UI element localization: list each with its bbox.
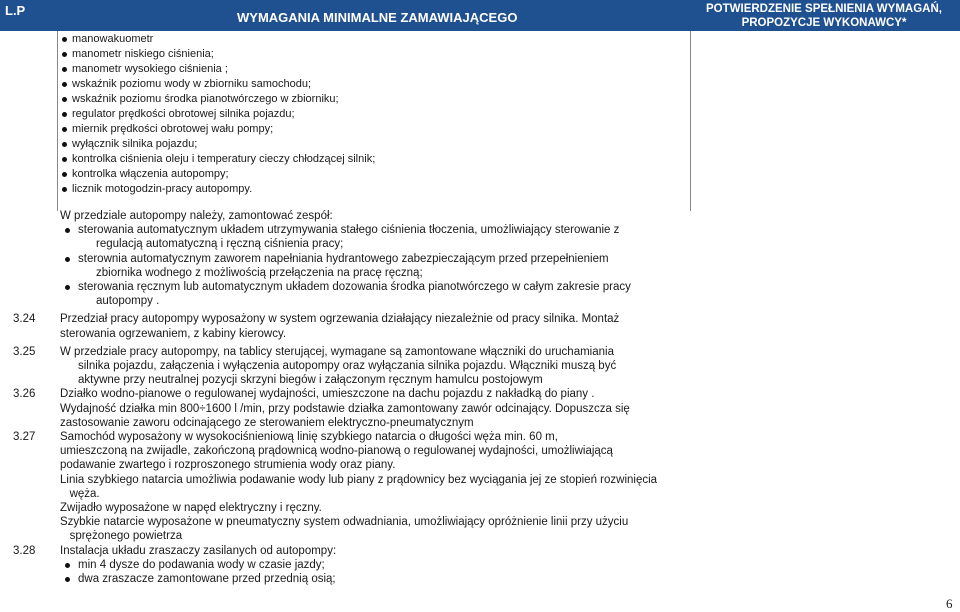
list-item: licznik motogodzin-pracy autopompy. <box>62 182 375 197</box>
item-3-28 <box>13 544 673 587</box>
item-line: aktywne przy neutralnej pozycji skrzyni biegów i załączonym ręcznym hamulcu postojowym <box>78 374 543 387</box>
item-number: 3.27 <box>13 431 36 444</box>
list-item <box>60 280 673 308</box>
list-item: manometr niskiego ciśnienia; <box>62 47 375 62</box>
list-item-line: sterowania ręcznym lub automatycznym układem dozowania środka pianotwórczego w całym zakresie pracy <box>78 281 631 294</box>
item-line: Wydajność działka min 800÷1600 l /min, przy podstawie działka zamontowany zawór odcinający. Dopuszcza się <box>60 402 630 415</box>
item-number: 3.24 <box>13 313 36 326</box>
item-3-24 <box>13 312 673 340</box>
item-line: Instalacja układu zraszaczy zasilanych od autopompy: <box>60 544 337 557</box>
item-number: 3.25 <box>13 345 36 358</box>
item-3-25 <box>13 345 673 388</box>
list-item-line: sterowania automatycznym układem utrzymywania stałego ciśnienia tłoczenia, umożliwiający sterowanie z <box>78 224 620 237</box>
item-line: umieszczoną na zwijadle, zakończoną prądownicą wodno-pianową o regulowanej wydajności, umożliwiającą <box>60 445 613 458</box>
block-intro: W przedziale autopompy należy, zamontować zespół: <box>60 210 333 222</box>
list-item: miernik prędkości obrotowej wału pompy; <box>62 122 375 137</box>
list-item-line: autopompy . <box>96 295 160 308</box>
list-item: manowakuometr <box>62 32 375 47</box>
list-item: wskaźnik poziomu środka pianotwórczego w zbiorniku; <box>62 92 375 107</box>
autopump-block <box>13 209 673 308</box>
list-item-line: zbiornika wodnego z możliwością przełączenia na pracę ręczną; <box>96 266 423 279</box>
column-divider-left <box>57 31 58 211</box>
requirements-body <box>13 209 673 586</box>
item-line: Przedział pracy autopompy wyposażony w system ogrzewania działający niezależnie od pracy silnika. Montaż <box>60 313 620 326</box>
item-line: Szybkie natarcie wyposażone w pneumatyczny system odwadniania, umożliwiający opróżnienie linii przy użyciu <box>60 516 629 529</box>
item-line: Działko wodno-pianowe o regulowanej wydajności, umieszczone na dachu pojazdu z nakładką do piany . <box>60 388 595 401</box>
list-item: dwa zraszacze zamontowane przed przednią osią; <box>60 572 673 586</box>
list-item-line: sterownia automatycznym zaworem napełniania hydrantowego zabezpieczającym przed przepełnieniem <box>78 252 609 265</box>
page-number: 6 <box>946 596 953 611</box>
instrument-list <box>62 32 375 197</box>
list-item: min 4 dysze do podawania wody w czasie jazdy; <box>60 558 673 572</box>
list-item: regulator prędkości obrotowej silnika pojazdu; <box>62 107 375 122</box>
item-line: zastosowanie zaworu odcinającego ze sterowaniem elektryczno-pneumatycznym <box>60 416 474 429</box>
item-number: 3.28 <box>13 544 36 557</box>
item-line: węża. <box>60 487 100 500</box>
table-header <box>0 0 960 31</box>
item-line: silnika pojazdu, załączenia i wyłączenia autopompy oraz wyłączania silnika pojazdu. Włączniki muszą być <box>78 360 617 373</box>
item-line: Zwijadło wyposażone w napęd elektryczny i ręczny. <box>60 502 322 515</box>
header-requirements: WYMAGANIA MINIMALNE ZAMAWIAJĄCEGO <box>237 10 518 25</box>
item-line: podawanie zwartego i rozproszonego strumienia wody oraz piany. <box>60 459 396 472</box>
item-line: sterowania ogrzewaniem, z kabiny kierowcy. <box>60 327 287 340</box>
item-line: sprężonego powietrza <box>60 530 183 543</box>
list-item <box>60 223 673 251</box>
item-3-26 <box>13 387 673 430</box>
list-item: kontrolka włączenia autopompy; <box>62 167 375 182</box>
list-item: manometr wysokiego ciśnienia ; <box>62 62 375 77</box>
list-item: wyłącznik silnika pojazdu; <box>62 137 375 152</box>
list-item-line: regulacją automatyczną i ręczną ciśnienia pracy; <box>96 238 344 251</box>
list-item: kontrolka ciśnienia oleju i temperatury cieczy chłodzącej silnik; <box>62 152 375 167</box>
item-number: 3.26 <box>13 388 36 401</box>
header-lp: L.P <box>5 3 26 18</box>
list-item <box>60 252 673 280</box>
item-3-27 <box>13 430 673 544</box>
header-confirmation: POTWIERDZENIE SPEŁNIENIA WYMAGAŃ, PROPOZYCJE WYKONAWCY* <box>706 3 942 29</box>
item-line: Linia szybkiego natarcia umożliwia podawanie wody lub piany z prądownicy bez wyciągania jej ze stopień rozwinięcia <box>60 473 658 486</box>
list-item: wskaźnik poziomu wody w zbiorniku samochodu; <box>62 77 375 92</box>
column-divider-right <box>690 31 691 211</box>
item-line: Samochód wyposażony w wysokociśnieniową linię szybkiego natarcia o długości węża min. 60 m, <box>60 431 558 444</box>
item-line: W przedziale pracy autopompy, na tablicy sterującej, wymagane są zamontowane włączniki do uruchamiania <box>60 345 614 358</box>
